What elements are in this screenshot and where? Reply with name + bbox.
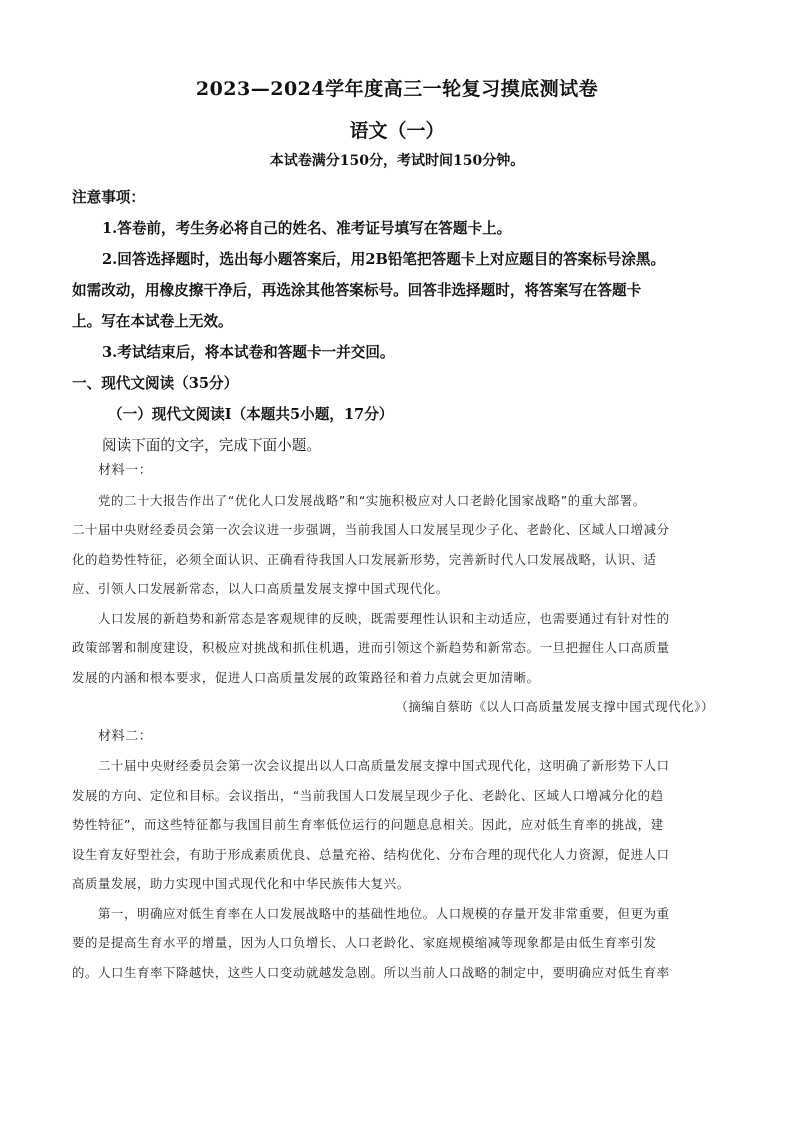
material-2-p1-line: 发展的方向、定位和目标。会议指出，“当前我国人口发展呈现少子化、老龄化、区域人口增减分化的趋 bbox=[72, 787, 664, 803]
instructions-block bbox=[72, 182, 704, 461]
material-2-p1-line: 二十届中央财经委员会第一次会议提出以人口高质量发展支撑中国式现代化，这明确了新形势下人口 bbox=[98, 758, 670, 773]
material-1-p1-line: 党的二十大报告作出了“优化人口发展战略”和“实施积极应对人口老龄化国家战略”的重大部署。 bbox=[98, 492, 646, 508]
exam-title: 2023—2024学年度高三一轮复习摸底测试卷 bbox=[195, 78, 599, 100]
material-1-p1-line: 二十届中央财经委员会第一次会议进一步强调，当前我国人口发展呈现少子化、老龄化、区域人口增减分 bbox=[72, 522, 670, 537]
material-1-label: 材料一： bbox=[98, 463, 153, 478]
material-2-p1-line: 设生育友好型社会，有助于形成素质优良、总量充裕、结构优化、分布合理的现代化人力资源，促进人口 bbox=[72, 846, 670, 862]
material-2-p1-line: 高质量发展，助力实现中国式现代化和中华民族伟大复兴。 bbox=[72, 876, 410, 891]
note-item-2-line-2: 如需改动，用橡皮擦干净后，再选涂其他答案标号。回答非选择题时，将答案写在答题卡 bbox=[72, 282, 642, 299]
exam-info: 本试卷满分150分，考试时间150分钟。 bbox=[269, 153, 525, 169]
material-1-p1-line: 应、引领人口发展新常态，以人口高质量发展支撑中国式现代化。 bbox=[72, 581, 449, 596]
material-1-p1-line: 化的趋势性特征，必须全面认识、正确看待我国人口发展新形势，完善新时代人口发展战略，认识、适 bbox=[72, 551, 657, 567]
note-item-2-line-1: 2.回答选择题时，选出每小题答案后，用2B铅笔把答题卡上对应题目的答案标号涂黑。 bbox=[102, 251, 666, 268]
note-item-3: 3.考试结束后，将本试卷和答题卡一并交回。 bbox=[102, 344, 395, 361]
sub-section-heading: （一）现代文阅读Ⅰ（本题共5小题，17分） bbox=[108, 406, 394, 423]
section-heading: 一、现代文阅读（35分） bbox=[72, 375, 239, 392]
note-item-1: 1.答卷前，考生务必将自己的姓名、准考证号填写在答题卡上。 bbox=[102, 220, 512, 237]
subject-title: 语文（一） bbox=[349, 120, 445, 142]
material-2-p1-line: 势性特征”，而这些特征都与我国目前生育率低位运行的问题息息相关。因此，应对低生育率的挑战，建 bbox=[72, 817, 664, 832]
material-1-p2-line: 发展的内涵和根本要求，促进人口高质量发展的政策路径和着力点就会更加清晰。 bbox=[72, 669, 540, 685]
material-1-p2-line: 政策部署和制度建设，积极应对挑战和抓住机遇，进而引领这个新趋势和新常态。一旦把握住人口高质量 bbox=[72, 640, 670, 655]
notes-heading: 注意事项： bbox=[72, 189, 145, 206]
reading-passage bbox=[72, 456, 714, 987]
note-item-2-line-3: 上。写在本试卷上无效。 bbox=[72, 313, 233, 330]
material-2-p2-line: 要的是提高生育水平的增量，因为人口负增长、人口老龄化、家庭规模缩减等现象都是由低生育率引发 bbox=[72, 935, 657, 950]
material-2-label: 材料二： bbox=[98, 728, 153, 744]
material-2-p2-line: 第一，明确应对低生育率在人口发展战略中的基础性地位。人口规模的存量开发非常重要，但更为重 bbox=[98, 905, 670, 921]
material-1-source: （摘编自蔡昉《以人口高质量发展支撑中国式现代化》） bbox=[395, 699, 714, 714]
reading-instruction: 阅读下面的文字，完成下面小题。 bbox=[102, 437, 321, 454]
material-2-p2-line: 的。人口生育率下降越快，这些人口变动就越发急剧。所以当前人口战略的制定中，要明确应对低生育率 bbox=[72, 964, 670, 980]
material-1-p2-line: 人口发展的新趋势和新常态是客观规律的反映，既需要理性认识和主动适应，也需要通过有针对性的 bbox=[98, 610, 670, 626]
